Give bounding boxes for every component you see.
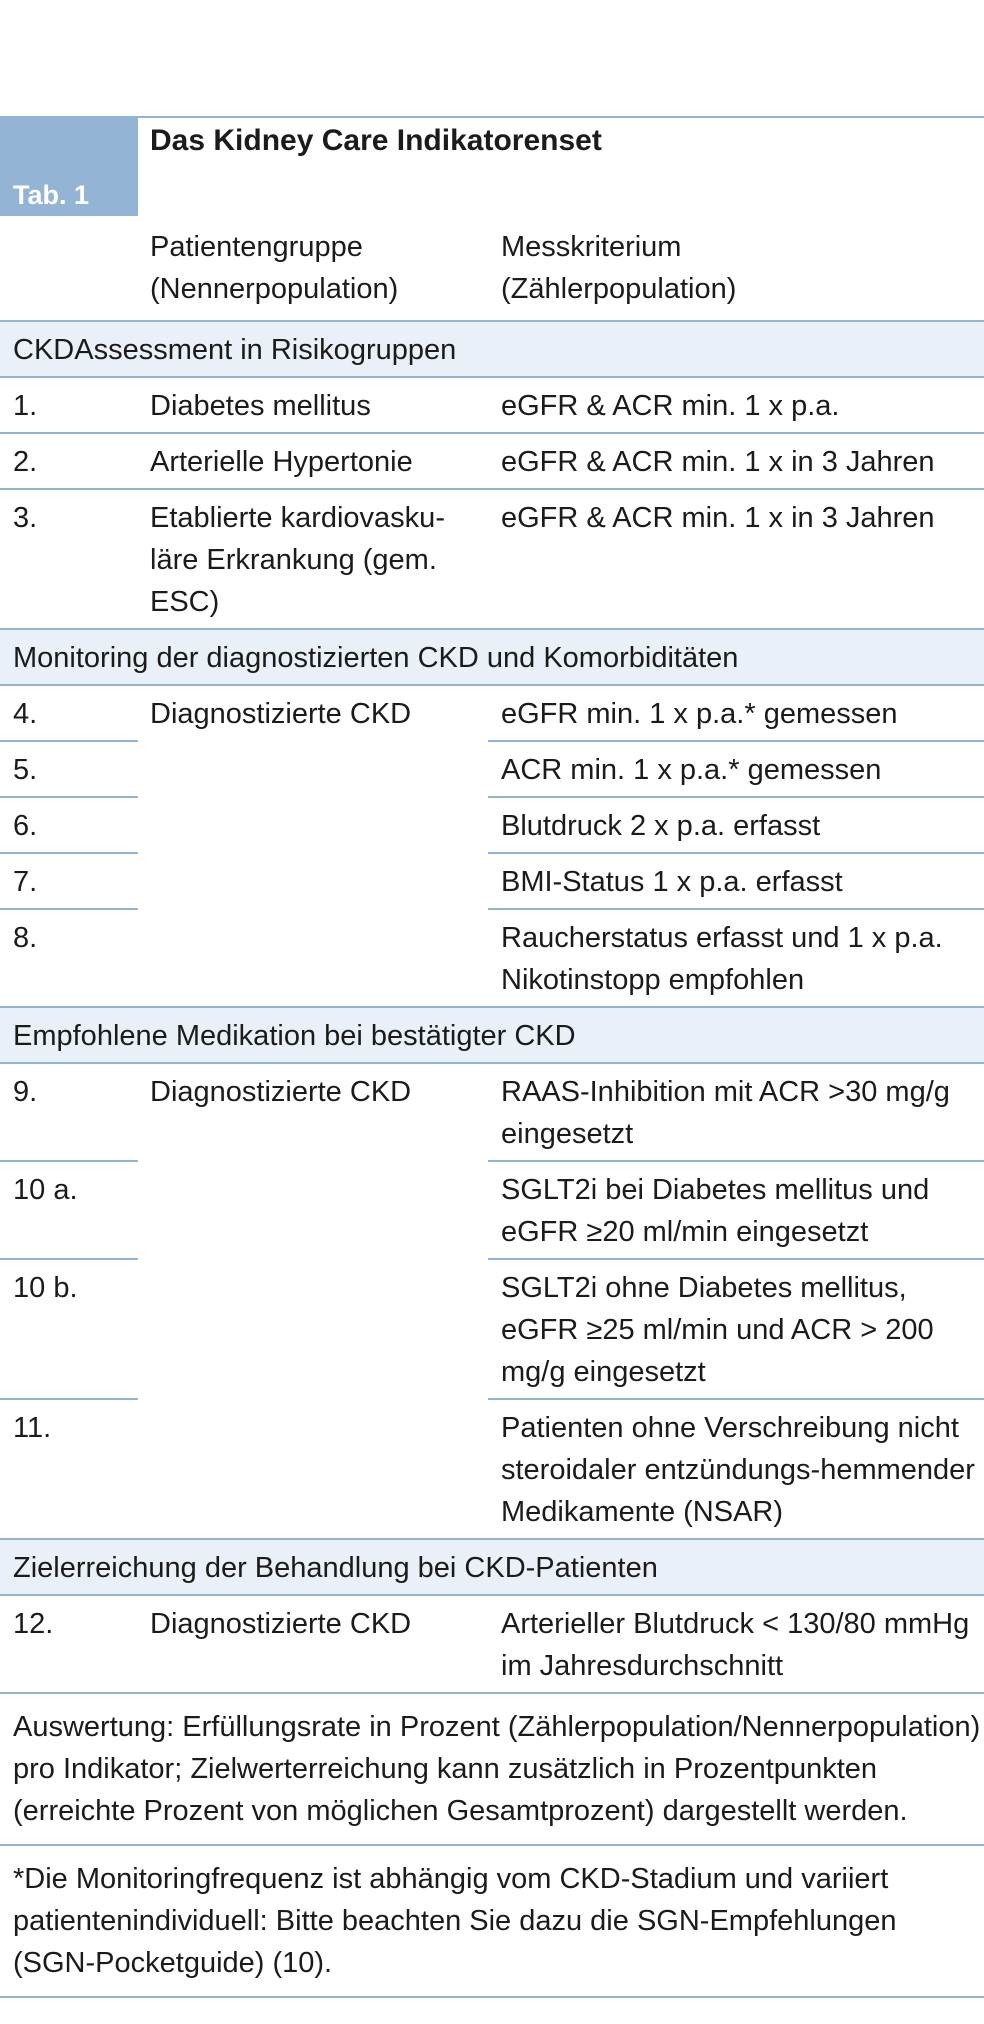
- column-header-group: [138, 216, 488, 321]
- row-criterion: SGLT2i bei Diabetes mellitus und eGFR ≥20 ml/min eingesetzt: [488, 1161, 984, 1259]
- table-number-label: Tab. 1: [0, 116, 138, 216]
- row-criterion: Blutdruck 2 x p.a. erfasst: [488, 797, 984, 853]
- row-number: 8.: [13, 922, 38, 954]
- table-row: [0, 433, 984, 489]
- row-number: 7.: [0, 853, 138, 909]
- row-number: 10 a.: [0, 1161, 138, 1259]
- section-header: [0, 1007, 984, 1063]
- evaluation-note-row: [0, 1693, 984, 1845]
- row-criterion: SGLT2i ohne Diabetes mellitus, eGFR ≥25 ml/min und ACR > 200 mg/g eingesetzt: [488, 1259, 984, 1399]
- footnote-row: [0, 1845, 984, 1997]
- indicator-table: [0, 216, 984, 1998]
- table-row: [0, 685, 984, 741]
- evaluation-note: Auswertung: Erfüllungsrate in Prozent (Zählerpopulation/Nennerpopulation) pro Indikator; Zielwerterreichung kann zusätzlich in Prozentpunkten (erreichte Prozent von möglichen Gesamtprozent) dargestellt werden.: [0, 1693, 984, 1845]
- row-number: 3.: [13, 502, 38, 534]
- row-criterion: Arterieller Blutdruck < 130/80 mmHg im Jahresdurchschnitt: [501, 1608, 970, 1682]
- column-header-criterion: [488, 216, 984, 321]
- section-header: [0, 629, 984, 685]
- row-group: Diagnostizierte CKD: [150, 698, 412, 730]
- row-number: 11.: [13, 1412, 52, 1444]
- column-header-number: [0, 216, 138, 321]
- row-criterion: Raucherstatus erfasst und 1 x p.a. Nikotinstopp empfohlen: [501, 922, 943, 996]
- row-criterion: BMI-Status 1 x p.a. erfasst: [488, 853, 984, 909]
- section-title: CKDAssessment in Risikogruppen: [0, 321, 984, 377]
- section-header: [0, 321, 984, 377]
- footnote: *Die Monitoringfrequenz ist abhängig vom CKD-Stadium und variiert patientenindividuell: Bitte beachten Sie dazu die SGN-Empfehlungen (SGN-Pocketguide) (10).: [0, 1845, 984, 1997]
- row-group: Arterielle Hypertonie: [138, 433, 488, 489]
- column-header-group-line1: Patientengruppe: [150, 231, 363, 263]
- row-criterion: RAAS-Inhibition mit ACR >30 mg/g eingesetzt: [488, 1063, 984, 1161]
- column-header-criterion-line1: Messkriterium: [501, 231, 682, 263]
- header-divider: [138, 116, 984, 118]
- row-criterion: eGFR & ACR min. 1 x in 3 Jahren: [501, 502, 935, 534]
- table-row: [0, 1595, 984, 1693]
- row-number: 4.: [0, 685, 138, 741]
- section-header: [0, 1539, 984, 1595]
- row-group: Diagnostizierte CKD: [150, 1076, 412, 1108]
- row-criterion: eGFR & ACR min. 1 x p.a.: [488, 377, 984, 433]
- row-number: 2.: [0, 433, 138, 489]
- row-criterion: Patienten ohne Verschreibung nicht steroidaler entzündungs-hemmender Medikamente (NSAR): [501, 1412, 975, 1528]
- column-header-row: [0, 216, 984, 321]
- column-header-criterion-line2: (Zählerpopulation): [501, 273, 737, 305]
- row-number: 10 b.: [0, 1259, 138, 1399]
- row-group: Diabetes mellitus: [138, 377, 488, 433]
- table-row: [0, 377, 984, 433]
- column-header-group-line2: (Nennerpopulation): [150, 273, 399, 305]
- row-number: 1.: [0, 377, 138, 433]
- row-criterion: eGFR & ACR min. 1 x in 3 Jahren: [488, 433, 984, 489]
- row-number: 9.: [0, 1063, 138, 1161]
- section-title: Zielerreichung der Behandlung bei CKD-Patienten: [0, 1539, 984, 1595]
- row-number: 6.: [0, 797, 138, 853]
- row-number: 5.: [0, 741, 138, 797]
- table-row: [0, 489, 984, 629]
- row-group: Etablierte kardiovasku-läre Erkrankung (gem. ESC): [150, 502, 445, 618]
- table-row: [0, 1063, 984, 1161]
- row-criterion: eGFR min. 1 x p.a.* gemessen: [488, 685, 984, 741]
- table-header: [0, 116, 984, 216]
- table-title: Das Kidney Care Indikatorenset: [150, 124, 602, 157]
- row-criterion: ACR min. 1 x p.a.* gemessen: [488, 741, 984, 797]
- row-group: Diagnostizierte CKD: [150, 1608, 412, 1640]
- section-title: Monitoring der diagnostizierten CKD und Komorbiditäten: [0, 629, 984, 685]
- row-number: 12.: [13, 1608, 54, 1640]
- section-title: Empfohlene Medikation bei bestätigter CKD: [0, 1007, 984, 1063]
